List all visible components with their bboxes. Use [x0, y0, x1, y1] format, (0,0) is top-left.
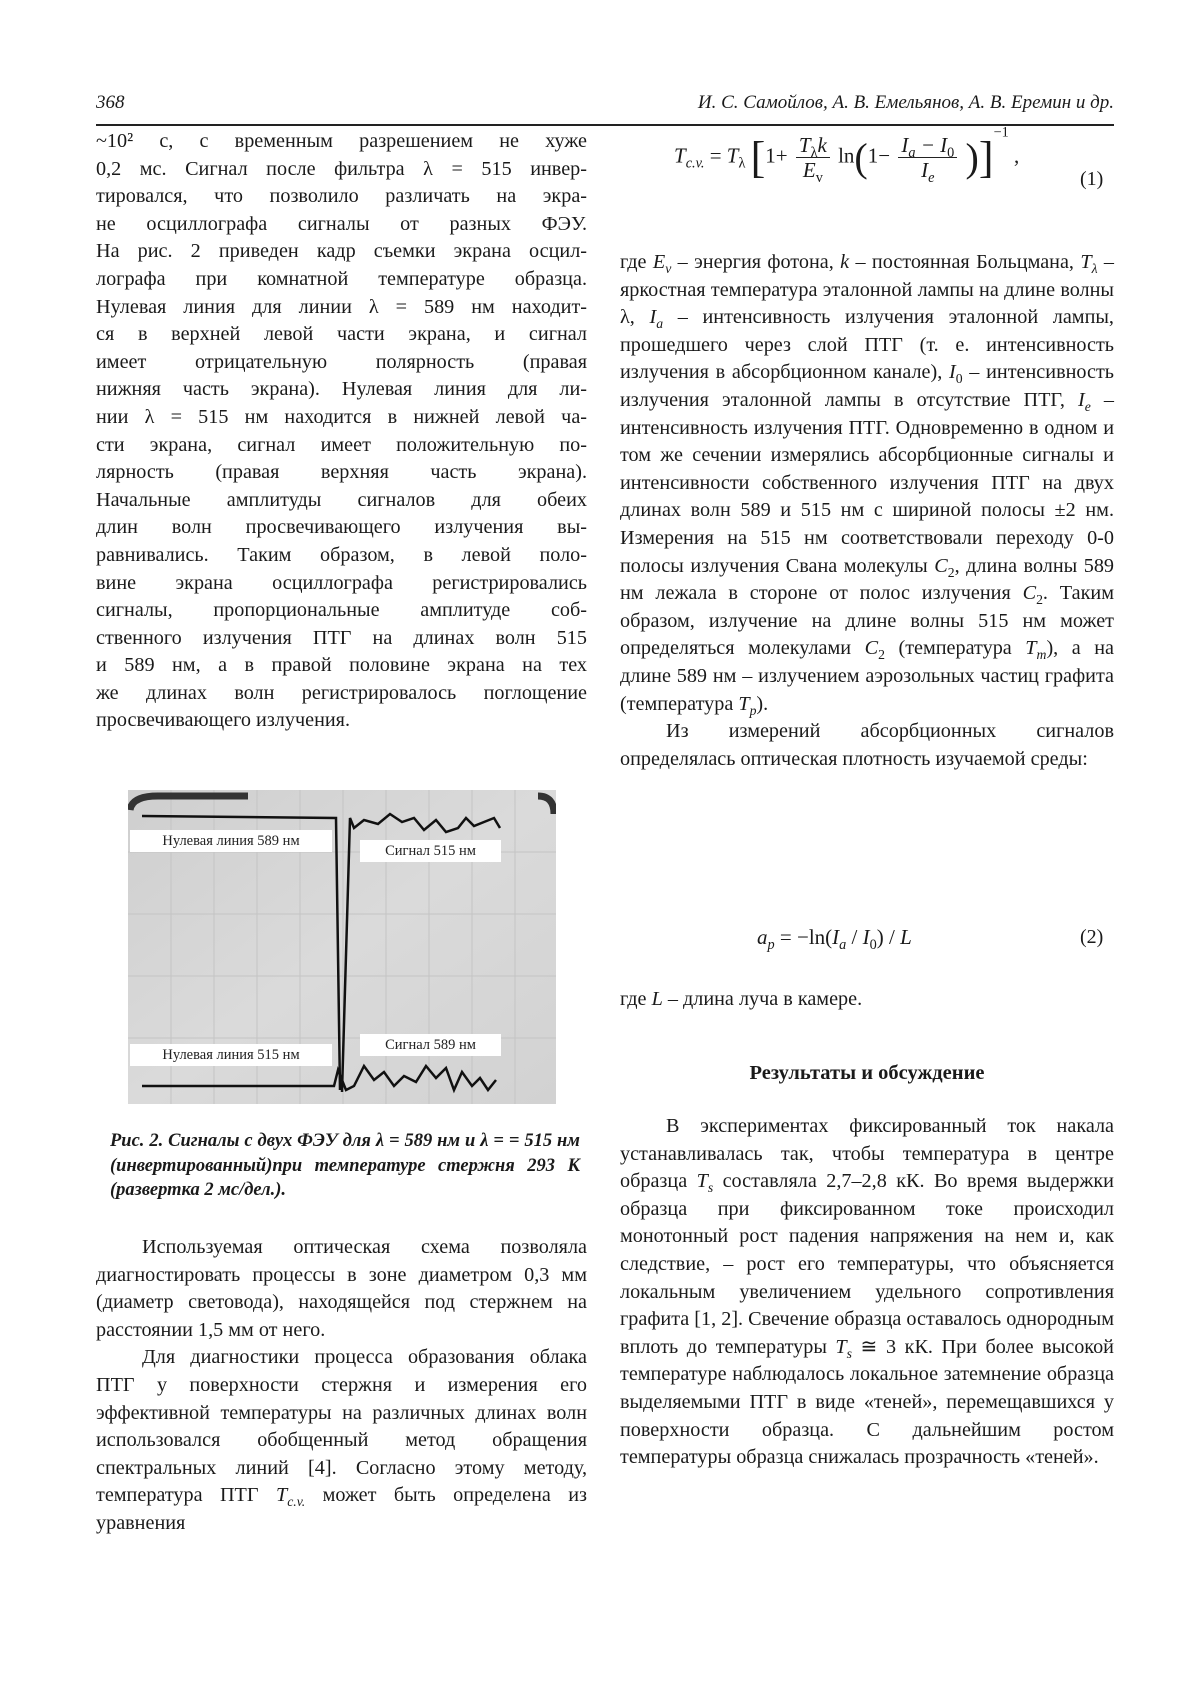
left-column-paragraph-1 [96, 128, 587, 735]
section-heading-results: Результаты и обсуждение [749, 1062, 985, 1084]
paragraph-optical-density: Из измерений абсорбционных сигналов определялась оптическая плотность изучаемой среды: [620, 720, 1114, 770]
text-line: просвечивающего излучения. [96, 709, 351, 732]
paragraph-results: В экспериментах фиксированный ток накала устанавливалась так, чтобы температура в центре образца $T_s$ составляла 2,7–2,8 кК. Во время выдержки образца при фиксированном токе происходил монотонный рост падения напряжения на нем и, как следствие, – рост его температуры, что объясняется локальным увеличением удельного сопротивления графита [1, 2]. Свечение образца оставалось однородным вплоть до температуры $T_s$ ≅ 3 кК. При более высокой температуре наблюдалось локальное затемнение образца выделяемыми ПТГ в виде «теней», перемещавшихся у поверхности образца. С дальнейшим ростом температуры образца снижалась прозрачность «теней». [620, 1115, 1114, 1469]
text-line: ственного излучения ПТГ на длинах волн 515 [96, 626, 587, 649]
text-line: не осциллографа сигналы от разных ФЭУ. [96, 212, 587, 235]
header-rule [96, 124, 1114, 126]
running-header [96, 92, 1114, 122]
text-line: Начальные амплитуды сигналов для обеих [96, 488, 587, 511]
text-line: вине экрана осциллографа регистрировались [96, 571, 587, 594]
paragraph-L-definition: где L – длина луча в камере. [620, 988, 863, 1010]
text-line: сигналы, пропорциональные амплитуде соб- [96, 599, 587, 622]
text-line: же длинах волн регистрировалось поглощение [96, 681, 587, 704]
figure-caption: Рис. 2. Сигналы с двух ФЭУ для λ = 589 нм и λ = = 515 нм (инвертированный)при температуре стержня 293 К (развертка 2 мс/дел.). [110, 1131, 580, 1200]
text-line: ся в верхней левой части экрана, и сигнал [96, 323, 587, 346]
label-zero-line-589: Нулевая линия 589 нм [130, 830, 332, 852]
text-line: тировался, что позволило различать на экра- [96, 185, 587, 208]
text-line: Нулевая линия для линии λ = 589 нм находит- [96, 295, 587, 318]
left-column-lower [96, 1234, 587, 1538]
text-line: сти экрана, сигнал имеет положительную по- [96, 433, 587, 456]
text-line: На рис. 2 приведен кадр съемки экрана осцил- [96, 240, 587, 263]
equation-2-number: (2) [1080, 926, 1104, 948]
right-column-definitions [620, 249, 1114, 773]
page-number: 368 [96, 92, 125, 113]
text-line: лографа при комнатной температуре образца. [96, 267, 587, 290]
text-line: длин волн просвечивающего излучения вы- [96, 516, 587, 539]
text-line: равнивались. Таким образом, в левой поло- [96, 543, 587, 566]
text-line: ~10² с, с временным разрешением не хуже [96, 130, 587, 152]
right-column-results [620, 1113, 1114, 1472]
paragraph-diagnostics: Для диагностики процесса образования облака ПТГ у поверхности стержня и измерения его эффективной температуры на различных длинах волн использовался обобщенный метод обращения спектральных линий [4]. Согласно этому методу, температура ПТГ $T_{c.v.}$ может быть определена из уравнения [96, 1346, 588, 1534]
equation-1-number: (1) [1080, 168, 1104, 190]
text-line: нижняя часть экрана). Нулевая линия для ли- [96, 378, 587, 401]
figure-oscillogram [128, 790, 556, 1104]
paragraph-variable-definitions: где $E_v$ – энергия фотона, k – постоянная Больцмана, $T_\lambda$ – яркостная температура эталонной лампы на длине волны λ, $I_a$ – интенсивность излучения эталонной лампы, прошедшего через слой ПТГ (т. е. интенсивность излучения в абсорбционном канале), $I_0$ – интенсивность излучения эталонной лампы в отсутствие ПТГ, $I_e$ – интенсивность излучения ПТГ. Одновременно в одном и том же сечении измерялись абсорбционные сигналы и интенсивности собственного излучения ПТГ на двух длинах волн 589 и 515 нм с шириной полосы ±2 нм. Измерения на 515 нм соответствовали переходу 0-0 полосы излучения Свана молекулы $C_2$, длина волны 589 нм лежала в стороне от полос излучения $C_2$. Таким образом, излучение на длине волны 515 нм может определяться молекулами $C_2$ (температура $T_m$), а на длине 589 нм – излучением аэрозольных частиц графита (температура $T_p$). [620, 251, 1115, 718]
equation-1: $T_{c.v.} = T_\lambda$ [1+ $\frac{T_\lambda k}{E_v}$ ln(1− $\frac{I_a - I_0}{I_e}$ )]$^{-1}$ , [674, 124, 1020, 187]
text-line: 0,2 мс. Сигнал после фильтра λ = 515 инвер- [96, 157, 587, 180]
text-line: лярность (правая верхняя часть экрана). [96, 461, 587, 484]
label-signal-589: Сигнал 589 нм [360, 1034, 501, 1056]
running-authors: И. С. Самойлов, А. В. Емельянов, А. В. Еремин и др. [697, 92, 1114, 113]
label-signal-515: Сигнал 515 нм [360, 840, 501, 862]
text-line: нии λ = 515 нм находится в нижней левой ча- [96, 405, 587, 428]
paragraph-optical-scheme: Используемая оптическая схема позволяла диагностировать процессы в зоне диаметром 0,3 мм (диаметр световода), находящейся под стержнем на расстоянии 1,5 мм от него. [96, 1236, 587, 1341]
equation-2: $a_p = -\ln(I_a / I_0) / L$ [757, 925, 912, 954]
text-line: имеет отрицательную полярность (правая [96, 350, 587, 373]
label-zero-line-515: Нулевая линия 515 нм [130, 1044, 332, 1066]
text-line: и 589 нм, а в правой половине экрана на тех [96, 654, 587, 677]
